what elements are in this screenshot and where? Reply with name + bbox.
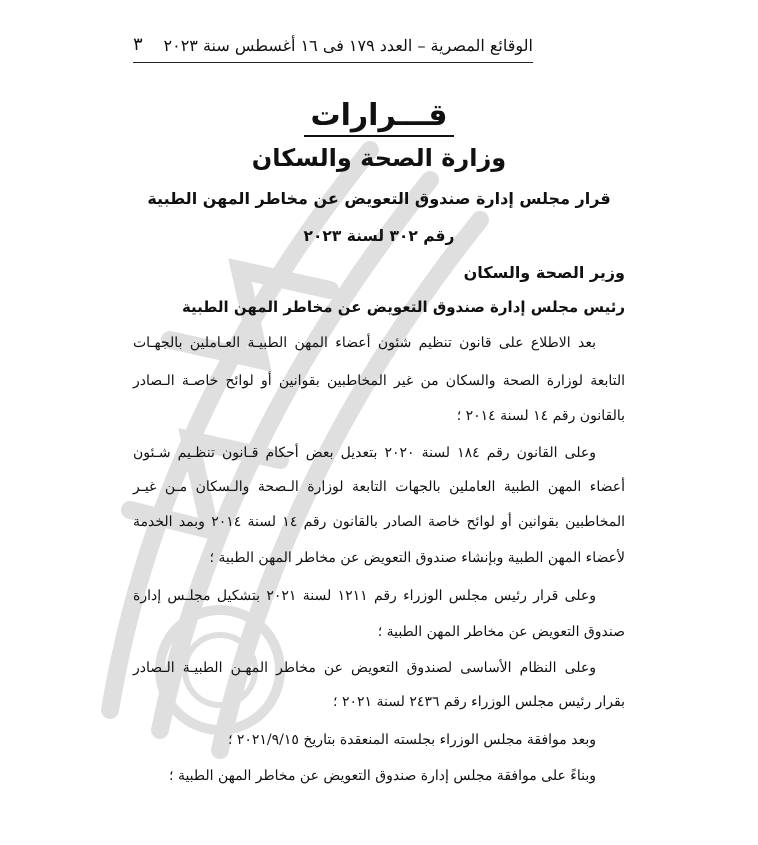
body-line-7: لأعضاء المهن الطبية وبإنشاء صندوق التعويض عن مخاطر المهن الطبية ؛ bbox=[209, 550, 625, 566]
body-line-4: وعلى القانون رقم ١٨٤ لسنة ٢٠٢٠ بتعديل بعض أحكام قـانون تنظـيم شـئون bbox=[133, 445, 597, 461]
body-line-10: وعلى النظام الأساسى لصندوق التعويض عن مخاطر المهـن الطبيـة الـصادر bbox=[133, 660, 596, 676]
running-header bbox=[133, 34, 533, 63]
body-line-12: وبعد موافقة مجلس الوزراء بجلسته المنعقدة بتاريخ ٢٠٢١/٩/١٥ ؛ bbox=[227, 732, 596, 748]
body-line-8: وعلى قرار رئيس مجلس الوزراء رقم ١٢١١ لسنة ٢٠٢١ بتشكيل مجلـس إدارة bbox=[133, 588, 597, 604]
signatory-minister: وزير الصحة والسكان bbox=[463, 263, 625, 282]
body-line-3: بالقانون رقم ١٤ لسنة ٢٠١٤ ؛ bbox=[456, 408, 625, 424]
decision-title: قرار مجلس إدارة صندوق التعويض عن مخاطر المهن الطبية bbox=[147, 189, 611, 208]
section-title-text: قـــرارات bbox=[304, 98, 453, 137]
body-line-5: أعضاء المهن الطبية العاملين بالجهات التابعة لوزارة الـصحة والـسكان مـن غيـر bbox=[133, 479, 625, 495]
decision-number: رقم ٣٠٢ لسنة ٢٠٢٣ bbox=[303, 227, 455, 245]
body-line-11: بقرار رئيس مجلس الوزراء رقم ٢٤٣٦ لسنة ٢٠٢١ ؛ bbox=[333, 694, 625, 710]
body-line-2: التابعة لوزارة الصحة والسكان من غير المخاطبين بقوانين أو لوائح خاصـة الـصادر bbox=[133, 373, 625, 389]
body-line-1: بعد الاطلاع على قانون تنظيم شئون أعضاء المهن الطبيـة العـاملين بالجهـات bbox=[133, 335, 596, 351]
body-line-13: وبناءً على موافقة مجلس إدارة صندوق التعويض عن مخاطر المهن الطبية ؛ bbox=[169, 768, 596, 784]
page-number: ٣ bbox=[133, 34, 143, 55]
ministry-name: وزارة الصحة والسكان bbox=[251, 144, 507, 172]
signatory-board-chair: رئيس مجلس إدارة صندوق التعويض عن مخاطر المهن الطبية bbox=[181, 298, 625, 316]
section-title bbox=[0, 98, 758, 133]
body-line-6: المخاطبين بقوانين أو لوائح خاصة الصادر بالقانون رقم ١٤ لسنة ٢٠١٤ وبمد الخدمة bbox=[133, 514, 625, 530]
running-title: الوقائع المصرية – العدد ١٧٩ فى ١٦ أغسطس سنة ٢٠٢٣ bbox=[163, 36, 533, 55]
body-line-9: صندوق التعويض عن مخاطر المهن الطبية ؛ bbox=[377, 624, 625, 640]
